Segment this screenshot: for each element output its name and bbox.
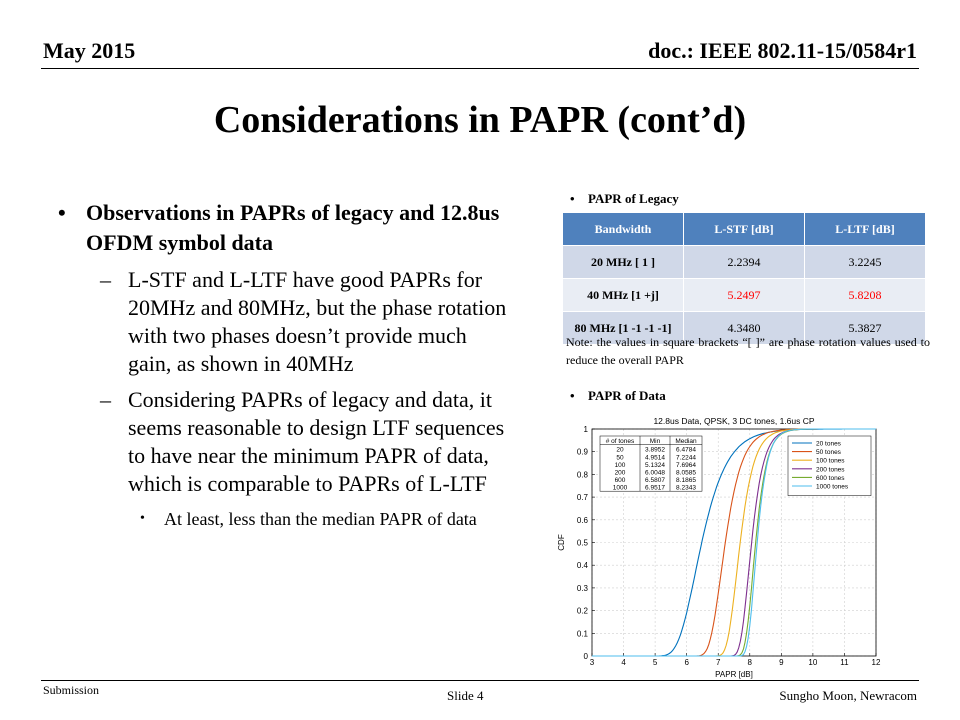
cell-bandwidth: 80 MHz [1 -1 -1 -1] bbox=[563, 312, 684, 345]
y-tick-label: 0.2 bbox=[576, 606, 588, 616]
cell-lstf: 5.2497 bbox=[684, 279, 805, 312]
y-tick-label: 0.3 bbox=[576, 583, 588, 593]
inset-table-cell: 8.1865 bbox=[676, 477, 696, 485]
inset-table-cell: 100 bbox=[614, 461, 626, 469]
dash-marker: – bbox=[100, 267, 111, 292]
y-tick-label: 0.9 bbox=[576, 447, 588, 457]
sub-sub-bullet-median bbox=[140, 506, 508, 532]
papr-cdf-chart bbox=[548, 412, 893, 680]
inset-table-cell: 6.9517 bbox=[645, 484, 665, 492]
legend-label: 1000 tones bbox=[816, 483, 849, 491]
slide-number: Slide 4 bbox=[447, 688, 484, 703]
inset-table-cell: 7.2244 bbox=[676, 454, 696, 462]
footer-author: Sungho Moon, Newracom bbox=[779, 688, 917, 703]
y-tick-label: 0 bbox=[583, 652, 588, 661]
header-divider bbox=[41, 68, 919, 69]
inset-table-cell: 7.6964 bbox=[676, 461, 696, 469]
x-tick-label: 3 bbox=[589, 658, 595, 667]
y-tick-label: 0.6 bbox=[576, 515, 588, 525]
inset-table-cell: 5.1324 bbox=[645, 461, 665, 469]
header-date: May 2015 bbox=[43, 38, 136, 63]
x-tick-label: 9 bbox=[779, 658, 784, 667]
data-label-text: PAPR of Data bbox=[588, 388, 666, 403]
inset-table-cell: 20 bbox=[616, 446, 624, 454]
legend-label: 50 tones bbox=[816, 449, 841, 457]
sub-bullet-stf-ltf bbox=[100, 266, 508, 378]
bullet-observations bbox=[58, 198, 508, 258]
table-row bbox=[563, 279, 926, 312]
inset-table-cell: 3.8952 bbox=[645, 446, 665, 454]
footer-divider bbox=[41, 680, 919, 681]
bullet-marker: • bbox=[570, 191, 575, 206]
data-label bbox=[570, 388, 666, 404]
inset-table-header: Median bbox=[675, 438, 697, 446]
cell-lstf: 2.2394 bbox=[684, 246, 805, 279]
sub-bullet-text: Considering PAPRs of legacy and data, it seems reasonable to design LTF sequences to have near the minimum PAPR of data, which is comparable to PAPRs of L-LTF bbox=[128, 387, 505, 496]
y-tick-label: 0.1 bbox=[576, 629, 588, 639]
bullet-marker: • bbox=[58, 200, 66, 225]
inset-table-cell: 50 bbox=[616, 454, 624, 462]
left-content bbox=[58, 198, 508, 532]
phase-rotation-note: Note: the values in square brackets “[ ]” are phase rotation values used to reduce the overall PAPR bbox=[566, 335, 930, 367]
cell-lstf: 4.3480 bbox=[684, 312, 805, 345]
bullet-marker: • bbox=[140, 511, 145, 526]
col-header-lltf: L-LTF [dB] bbox=[805, 213, 926, 246]
inset-table-cell: 6.0048 bbox=[645, 469, 665, 477]
legend-label: 100 tones bbox=[816, 457, 845, 465]
cell-bandwidth: 40 MHz [1 +j] bbox=[563, 279, 684, 312]
x-tick-label: 7 bbox=[715, 658, 721, 667]
y-tick-label: 1 bbox=[583, 425, 588, 434]
bullet-marker: • bbox=[570, 388, 575, 403]
inset-table-header: # of tones bbox=[605, 438, 635, 446]
inset-table-cell: 4.9514 bbox=[645, 454, 665, 462]
inset-table-cell: 200 bbox=[614, 469, 626, 477]
table-header-row bbox=[563, 213, 926, 246]
cell-lltf: 5.3827 bbox=[805, 312, 926, 345]
x-tick-label: 10 bbox=[808, 658, 818, 667]
x-axis-label: PAPR [dB] bbox=[715, 670, 753, 679]
x-tick-label: 5 bbox=[652, 658, 658, 667]
inset-table-cell: 600 bbox=[614, 477, 626, 485]
header-doc-id: doc.: IEEE 802.11-15/0584r1 bbox=[648, 38, 917, 63]
legacy-label bbox=[570, 191, 679, 207]
inset-table-cell: 6.5807 bbox=[645, 477, 665, 485]
cell-lltf: 3.2245 bbox=[805, 246, 926, 279]
dash-marker: – bbox=[100, 387, 111, 412]
sub-bullet-ltf-design bbox=[100, 386, 508, 498]
col-header-lstf: L-STF [dB] bbox=[684, 213, 805, 246]
x-tick-label: 8 bbox=[747, 658, 753, 667]
x-tick-label: 11 bbox=[840, 658, 849, 667]
cell-bandwidth: 20 MHz [ 1 ] bbox=[563, 246, 684, 279]
legacy-label-text: PAPR of Legacy bbox=[588, 191, 679, 206]
y-tick-label: 0.7 bbox=[576, 493, 588, 503]
legend-label: 600 tones bbox=[816, 474, 845, 482]
table-row bbox=[563, 246, 926, 279]
y-axis-label: CDF bbox=[557, 534, 566, 551]
inset-table-header: Min bbox=[649, 438, 661, 446]
chart-title: 12.8us Data, QPSK, 3 DC tones, 1.6us CP bbox=[653, 416, 815, 426]
x-tick-label: 4 bbox=[621, 658, 626, 667]
sub-sub-bullet-text: At least, less than the median PAPR of data bbox=[164, 509, 477, 529]
inset-table-cell: 8.0585 bbox=[676, 469, 696, 477]
col-header-bandwidth: Bandwidth bbox=[563, 213, 684, 246]
footer-submission: Submission bbox=[43, 683, 100, 697]
inset-table-cell: 6.4784 bbox=[676, 446, 696, 454]
legend-label: 200 tones bbox=[816, 466, 845, 474]
inset-table-cell: 8.2343 bbox=[676, 484, 696, 492]
slide-title: Considerations in PAPR (cont’d) bbox=[213, 99, 747, 141]
x-tick-label: 6 bbox=[684, 658, 689, 667]
y-tick-label: 0.5 bbox=[576, 538, 588, 548]
sub-bullet-text: L-STF and L-LTF have good PAPRs for 20MHz and 80MHz, but the phase rotation with two phases doesn’t provide much gain, as shown in 40MHz bbox=[128, 267, 507, 376]
cell-lltf: 5.8208 bbox=[805, 279, 926, 312]
inset-table-cell: 1000 bbox=[612, 484, 628, 492]
y-tick-label: 0.8 bbox=[576, 470, 588, 480]
x-tick-label: 12 bbox=[871, 658, 881, 667]
legend-label: 20 tones bbox=[816, 440, 841, 448]
legacy-papr-table bbox=[562, 212, 926, 345]
y-tick-label: 0.4 bbox=[576, 561, 588, 571]
bullet-text: Observations in PAPRs of legacy and 12.8us OFDM symbol data bbox=[86, 200, 500, 255]
